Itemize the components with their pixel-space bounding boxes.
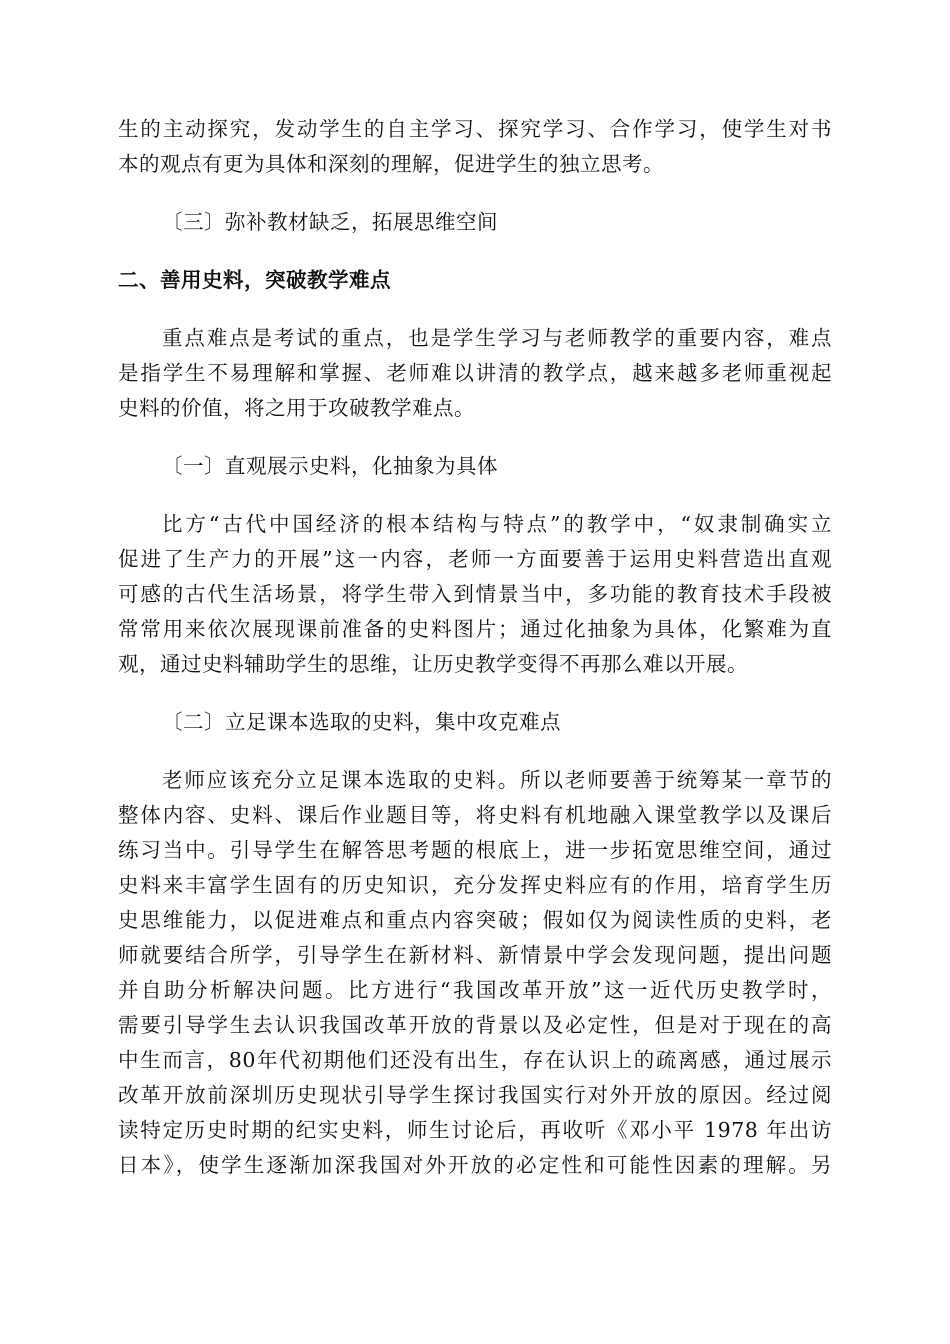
text-line: 改革开放前深圳历史现状引导学生探讨我国实行对外开放的原因。经过阅 bbox=[118, 1083, 832, 1107]
text-line: 观，通过史料辅助学生的思维，让历史教学变得不再那么难以开展。 bbox=[118, 652, 748, 676]
paragraph-1 bbox=[118, 112, 832, 182]
text-line: 常常用来依次展现课前准备的史料图片；通过化抽象为具体，化繁难为直 bbox=[118, 617, 832, 641]
section-heading-2: 二、善用史料，突破教学难点 bbox=[118, 268, 391, 292]
paragraph-2 bbox=[118, 321, 832, 426]
text-line: 老师应该充分立足课本选取的史料。所以老师要善于统筹某一章节的 bbox=[162, 768, 832, 792]
text-line: 史思维能力，以促进难点和重点内容突破；假如仅为阅读性质的史料，老 bbox=[118, 908, 832, 932]
subheading-2: 〔二〕立足课本选取的史料，集中攻克难点 bbox=[162, 710, 561, 734]
text-line: 整体内容、史料、课后作业题目等，将史料有机地融入课堂教学以及课后 bbox=[118, 803, 832, 827]
paragraph-3 bbox=[118, 507, 832, 682]
text-line: 生的主动探究，发动学生的自主学习、探究学习、合作学习，使学生对书 bbox=[118, 117, 832, 141]
subheading-3: 〔三〕弥补教材缺乏，拓展思维空间 bbox=[162, 210, 498, 234]
text-line: 并自助分析解决问题。比方进行“我国改革开放”这一近代历史教学时， bbox=[118, 978, 832, 1002]
text-line: 需要引导学生去认识我国改革开放的背景以及必定性，但是对于现在的高 bbox=[118, 1013, 832, 1037]
text-line: 师就要结合所学，引导学生在新材料、新情景中学会发现问题，提出问题 bbox=[118, 943, 832, 967]
text-line: 比方“古代中国经济的根本结构与特点”的教学中，“奴隶制确实立 bbox=[162, 512, 832, 536]
text-line: 日本》，使学生逐渐加深我国对外开放的必定性和可能性因素的理解。另 bbox=[118, 1153, 832, 1177]
text-line: 中生而言，80年代初期他们还没有出生，存在认识上的疏离感，通过展示 bbox=[118, 1048, 832, 1072]
text-line: 史料来丰富学生固有的历史知识，充分发挥史料应有的作用，培育学生历 bbox=[118, 873, 832, 897]
paragraph-4 bbox=[118, 763, 832, 1183]
text-line: 是指学生不易理解和掌握、老师难以讲清的教学点，越来越多老师重视起 bbox=[118, 361, 832, 385]
text-line: 史料的价值，将之用于攻破教学难点。 bbox=[118, 396, 475, 420]
subheading-1: 〔一〕直观展示史料，化抽象为具体 bbox=[162, 454, 498, 478]
text-line: 本的观点有更为具体和深刻的理解，促进学生的独立思考。 bbox=[118, 152, 664, 176]
text-line: 练习当中。引导学生在解答思考题的根底上，进一步拓宽思维空间，通过 bbox=[118, 838, 832, 862]
text-line: 读特定历史时期的纪实史料，师生讨论后，再收听《邓小平 1978 年出访 bbox=[118, 1118, 832, 1142]
text-line: 促进了生产力的开展”这一内容，老师一方面要善于运用史料营造出直观 bbox=[118, 547, 832, 571]
document-page bbox=[118, 112, 832, 1183]
text-line: 重点难点是考试的重点，也是学生学习与老师教学的重要内容，难点 bbox=[162, 326, 832, 350]
text-line: 可感的古代生活场景，将学生带入到情景当中，多功能的教育技术手段被 bbox=[118, 582, 832, 606]
